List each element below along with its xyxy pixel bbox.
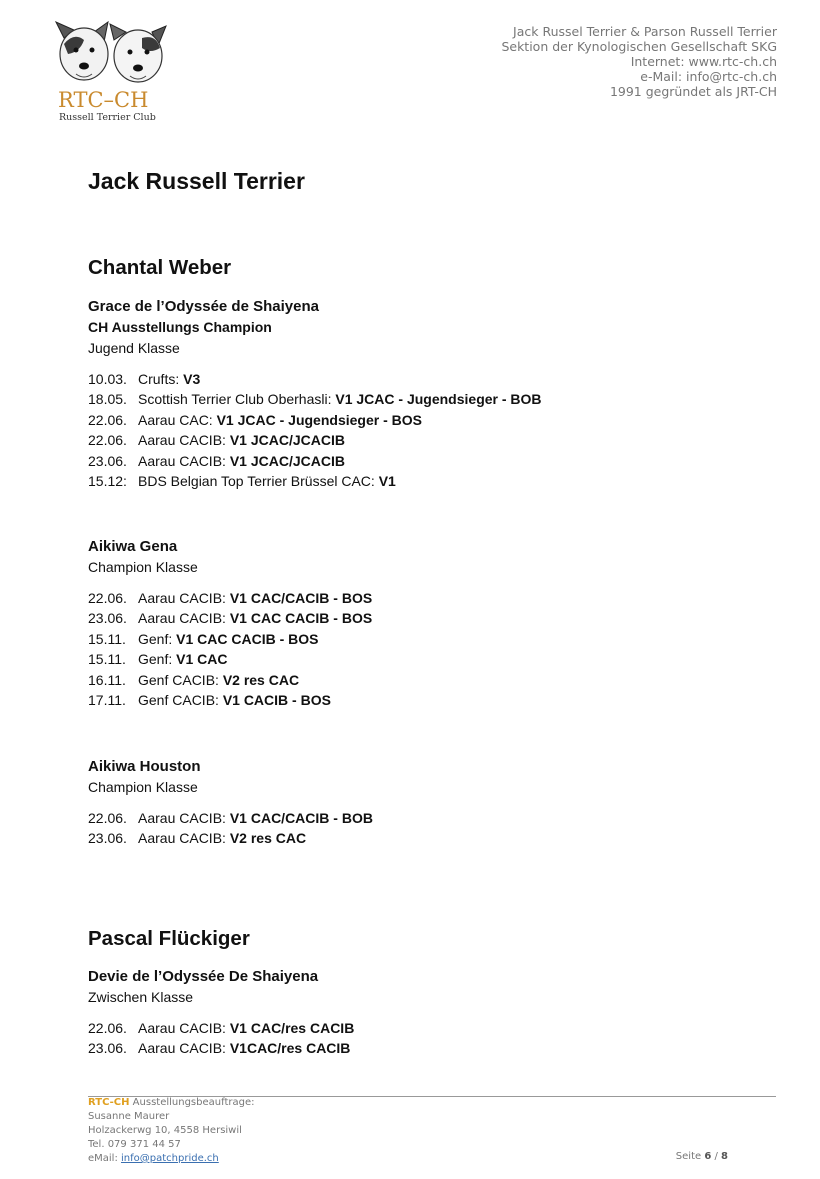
result-award: V1 CAC CACIB - BOS — [229, 610, 373, 627]
result-row — [88, 588, 728, 608]
result-date: 15.12: — [88, 473, 127, 490]
result-event: Aarau CACIB: — [138, 1040, 230, 1057]
dog-title: CH Ausstellungs Champion — [88, 319, 272, 335]
result-row — [88, 670, 728, 690]
result-date: 22.06. — [88, 411, 127, 428]
result-date: 15.11. — [88, 651, 126, 668]
page-separator: / — [711, 1151, 722, 1162]
result-award: V1 CACIB - BOS — [222, 692, 331, 709]
footer-org: RTC-CH — [88, 1097, 130, 1108]
result-date: 16.11. — [88, 671, 126, 688]
result-award: V1 CAC — [176, 651, 228, 668]
result-award: V1 CAC/CACIB - BOS — [229, 590, 373, 606]
result-date: 10.03. — [88, 371, 127, 387]
owner-heading: Pascal Flückiger — [88, 927, 250, 950]
result-row — [88, 608, 728, 628]
document-title: Jack Russell Terrier — [88, 168, 305, 194]
result-date: 22.06. — [88, 1020, 127, 1036]
page-total: 8 — [721, 1151, 728, 1162]
result-event: Crufts: — [138, 371, 184, 387]
dog-entry-devie — [88, 966, 728, 1059]
footer-name: Susanne Maurer — [88, 1111, 170, 1122]
logo-subtitle: Russell Terrier Club — [59, 112, 156, 123]
result-event: Aarau CACIB: — [138, 1020, 230, 1036]
logo-title: RTC–CH — [58, 88, 149, 112]
dog-class: Champion Klasse — [88, 779, 198, 795]
header-line-founded: 1991 gegründet als JRT-CH — [609, 84, 777, 99]
dog-class: Jugend Klasse — [88, 340, 180, 356]
results-list — [88, 1018, 728, 1059]
club-logo — [50, 18, 172, 124]
result-award: V1 JCAC - Jugendsieger - BOB — [335, 391, 542, 408]
result-event: Aarau CACIB: — [138, 432, 230, 449]
results-list — [88, 808, 728, 849]
footer-email-line — [88, 1152, 254, 1166]
header-line-internet: Internet: www.rtc-ch.ch — [630, 54, 777, 69]
page-current: 6 — [704, 1151, 712, 1162]
result-award: V1 CAC/CACIB - BOB — [229, 810, 373, 826]
result-event: BDS Belgian Top Terrier Brüssel CAC: — [138, 473, 379, 490]
result-event: Genf: — [138, 630, 177, 647]
result-event: Aarau CACIB: — [138, 810, 230, 826]
owner-heading: Chantal Weber — [88, 256, 232, 279]
result-date: 22.06. — [88, 590, 127, 606]
result-event: Aarau CACIB: — [138, 452, 230, 469]
footer-address: Holzackerwg 10, 4558 Hersiwil — [88, 1125, 242, 1136]
club-header-info — [501, 24, 777, 99]
result-date: 23.06. — [88, 610, 127, 627]
header-line-section: Sektion der Kynologischen Gesellschaft SKG — [501, 39, 777, 54]
result-event: Aarau CACIB: — [138, 830, 230, 847]
dog-entry-grace — [88, 296, 728, 491]
result-date: 18.05. — [88, 391, 127, 408]
result-row — [88, 828, 728, 848]
result-award: V2 res CAC — [222, 671, 300, 688]
result-row — [88, 471, 728, 491]
result-award: V1CAC/res CACIB — [229, 1040, 351, 1057]
result-event: Aarau CAC: — [138, 411, 217, 428]
dog-name: Aikiwa Gena — [88, 538, 178, 555]
dog-entry-houston — [88, 756, 728, 849]
result-date: 15.11. — [88, 630, 126, 647]
dog-name: Grace de l’Odyssée de Shaiyena — [88, 298, 319, 315]
result-row — [88, 808, 728, 828]
result-row — [88, 451, 728, 471]
footer-email-link[interactable]: info@patchpride.ch — [121, 1153, 219, 1164]
result-award: V1 CAC/res CACIB — [229, 1020, 355, 1036]
footer-phone: Tel. 079 371 44 57 — [88, 1139, 181, 1150]
result-award: V1 CAC CACIB - BOS — [176, 630, 319, 647]
result-event: Genf CACIB: — [138, 671, 223, 688]
result-date: 22.06. — [88, 810, 127, 826]
footer-role-line — [88, 1096, 254, 1110]
result-row — [88, 389, 728, 409]
dog-name: Aikiwa Houston — [88, 758, 201, 775]
result-date: 23.06. — [88, 1040, 127, 1057]
dog-class: Champion Klasse — [88, 559, 198, 575]
result-award: V1 — [378, 473, 396, 490]
results-list — [88, 588, 728, 710]
result-event: Genf: — [138, 651, 177, 668]
terrier-dogs-icon — [50, 18, 172, 90]
dog-name: Devie de l’Odyssée De Shaiyena — [88, 968, 319, 985]
result-award: V3 — [183, 371, 201, 387]
result-award: V1 JCAC/JCACIB — [229, 452, 345, 469]
page-label: Seite — [675, 1151, 705, 1162]
result-date: 17.11. — [88, 692, 126, 709]
result-row — [88, 1018, 728, 1038]
result-date: 22.06. — [88, 432, 127, 449]
footer-role: Ausstellungsbeauftrage: — [129, 1097, 255, 1108]
result-row — [88, 410, 728, 430]
dog-entry-gena — [88, 536, 728, 710]
result-award: V1 JCAC - Jugendsieger - BOS — [216, 411, 422, 428]
page-number — [676, 1151, 728, 1162]
result-row — [88, 369, 728, 389]
result-row — [88, 649, 728, 669]
result-event: Aarau CACIB: — [138, 590, 230, 606]
footer-email-label: eMail: — [88, 1153, 122, 1164]
result-row — [88, 430, 728, 450]
result-row — [88, 1038, 728, 1058]
results-list — [88, 369, 728, 491]
result-row — [88, 629, 728, 649]
result-event: Genf CACIB: — [138, 692, 223, 709]
dog-class: Zwischen Klasse — [88, 989, 194, 1005]
result-date: 23.06. — [88, 830, 127, 847]
result-date: 23.06. — [88, 452, 127, 469]
result-event: Aarau CACIB: — [138, 610, 230, 627]
result-award: V2 res CAC — [229, 830, 307, 847]
result-award: V1 JCAC/JCACIB — [229, 432, 345, 449]
header-line-name: Jack Russel Terrier & Parson Russell Terrier — [513, 24, 777, 39]
result-row — [88, 690, 728, 710]
header-line-email: e-Mail: info@rtc-ch.ch — [640, 69, 777, 84]
footer-contact — [88, 1096, 254, 1166]
result-event: Scottish Terrier Club Oberhasli: — [138, 391, 336, 408]
